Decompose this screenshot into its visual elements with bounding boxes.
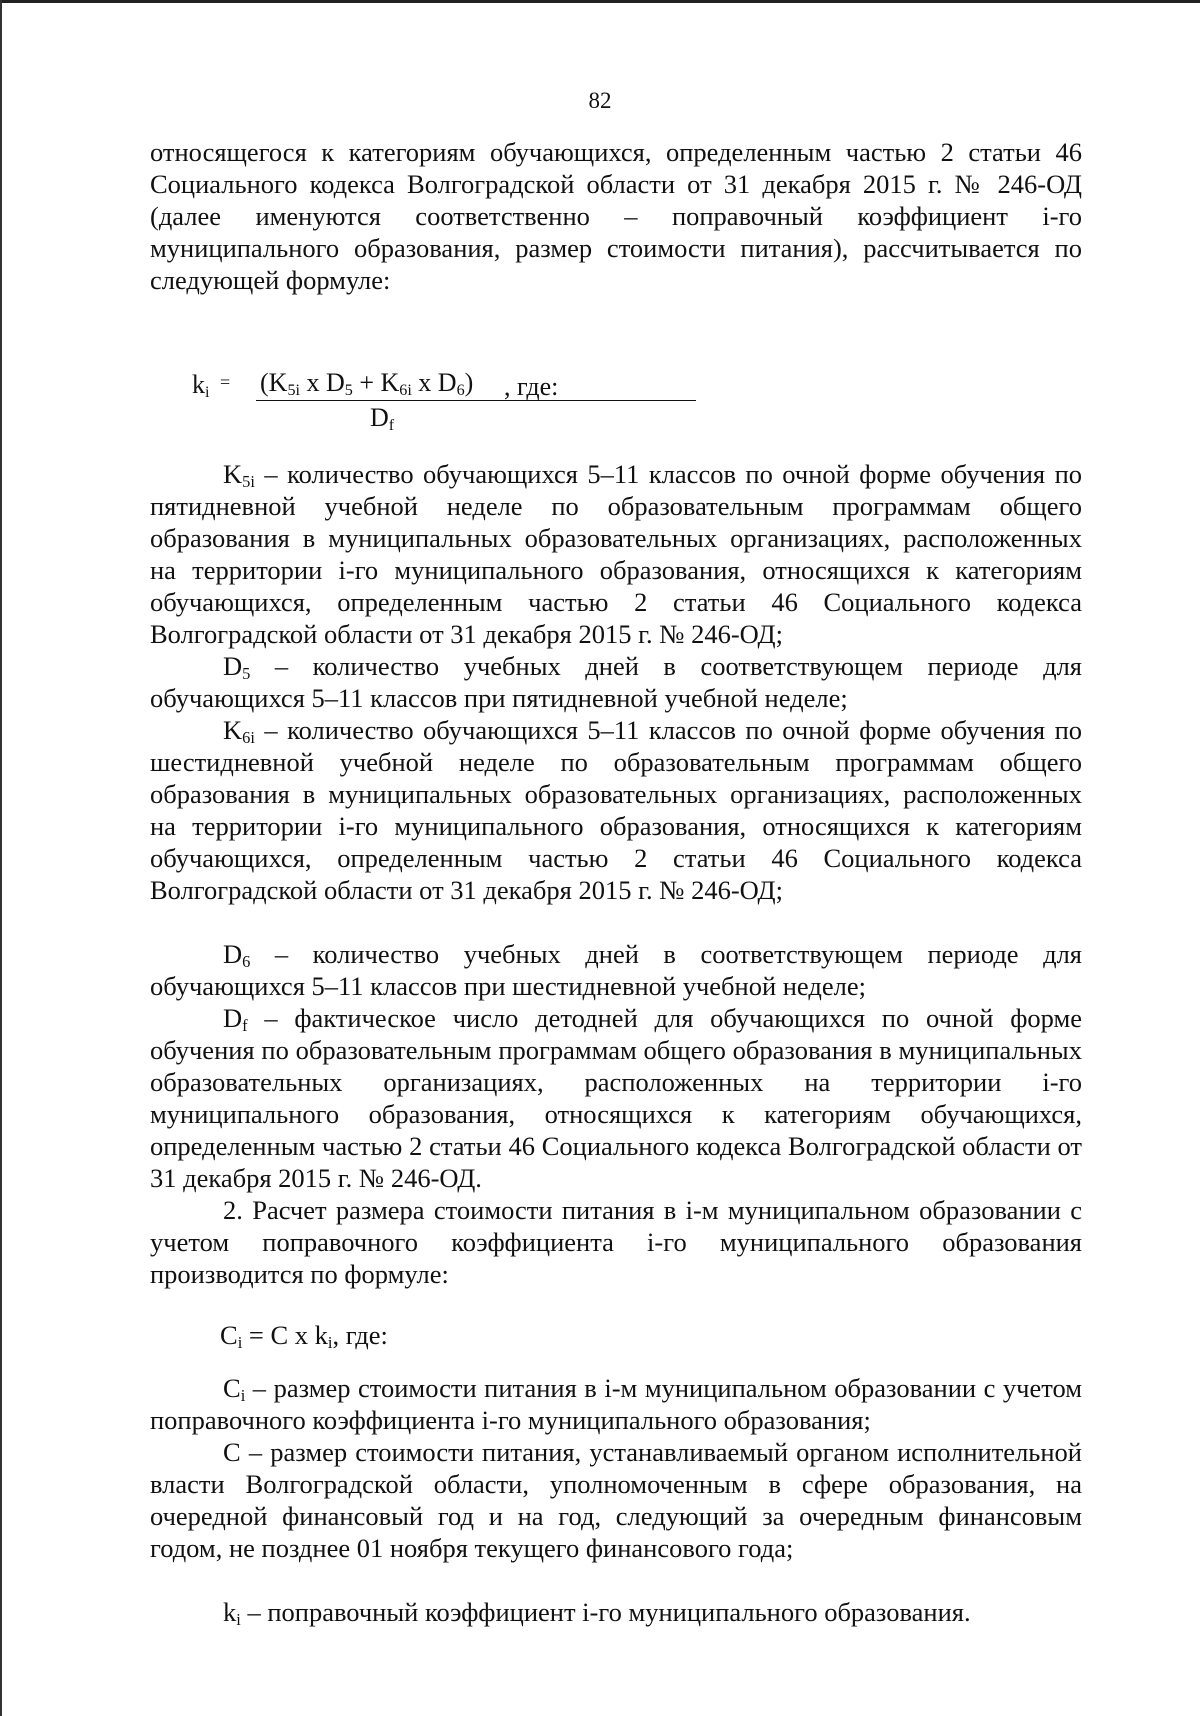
page-number: 82 — [588, 88, 612, 113]
formula-ci: $C_i = C$ x $k_i$, где: — [220, 1320, 388, 1352]
definition-c: C – размер стоимости питания, устанавливаемый органом исполнительной власти Волгоградской области, уполномоченным в сфере образования, на очередной финансовый год и на год, следующий за очередным финансовым годом, не позднее 01 ноября текущего финансового года; — [150, 1437, 1082, 1563]
intro-paragraph: относящегося к категориям обучающихся, определенным частью 2 статьи 46 Социального кодекса Волгоградской области от 31 декабря 2015 г. № 246-ОД (далее именуются соответственно – поправочный коэффициент i-го муниципального образования, размер стоимости питания), рассчитывается по следующей формуле: — [150, 137, 1082, 295]
definition-d6: $D_6$ – количество учебных дней в соответствующем периоде для обучающихся 5–11 классов при шестидневной учебной неделе; — [150, 939, 1082, 1001]
formula-ki-fraction-bar — [256, 400, 696, 401]
formula-ki-where: , где: — [504, 372, 559, 401]
formula-ki-lhs: $k_i$ — [192, 370, 210, 401]
definition-df: $D_f$ – фактическое число детодней для обучающихся по очной форме обучения по образовательным программам общего образования в муниципальных образовательных организациях, расположенных на территории i-го муниципального образования, относящихся к категориям обучающихся, определенным частью 2 статьи 46 Социального кодекса Волгоградской области от 31 декабря 2015 г. № 246-ОД. — [150, 1003, 1082, 1193]
definition-k6i: $K_{6i}$ – количество обучающихся 5–11 классов по очной форме обучения по шестидневной учебной неделе по образовательным программам общего образования в муниципальных образовательных организациях, расположенных на территории i-го муниципального образования, относящихся к категориям обучающихся, определенным частью 2 статьи 46 Социального кодекса Волгоградской области от 31 декабря 2015 г. № 246-ОД; — [150, 715, 1082, 905]
point-2-paragraph: 2. Расчет размера стоимости питания в i-м муниципальном образовании с учетом поправочного коэффициента i-го муниципального образования производится по формуле: — [150, 1195, 1082, 1289]
formula-ki-numerator: ($K_{5i}$ x $D_5 + K_{6i}$ x $D_6$) — [260, 368, 474, 399]
formula-ki-denominator: $D_f$ — [370, 403, 395, 434]
definition-ci: $C_i$ – размер стоимости питания в i-м муниципальном образовании с учетом поправочного коэффициента i-го муниципального образования; — [150, 1373, 1082, 1435]
definition-ki: $k_i$ – поправочный коэффициент i-го муниципального образования. — [223, 1597, 971, 1629]
definition-d5: $D_5$ – количество учебных дней в соответствующем периоде для обучающихся 5–11 классов при пятидневной учебной неделе; — [150, 651, 1082, 713]
formula-ki — [192, 368, 752, 448]
definition-k5i: $K_{5i}$ – количество обучающихся 5–11 классов по очной форме обучения по пятидневной учебной неделе по образовательным программам общего образования в муниципальных образовательных организациях, расположенных на территории i-го муниципального образования, относящихся к категориям обучающихся, определенным частью 2 статьи 46 Социального кодекса Волгоградской области от 31 декабря 2015 г. № 246-ОД; — [150, 459, 1082, 649]
formula-ki-equals: = — [220, 372, 231, 392]
